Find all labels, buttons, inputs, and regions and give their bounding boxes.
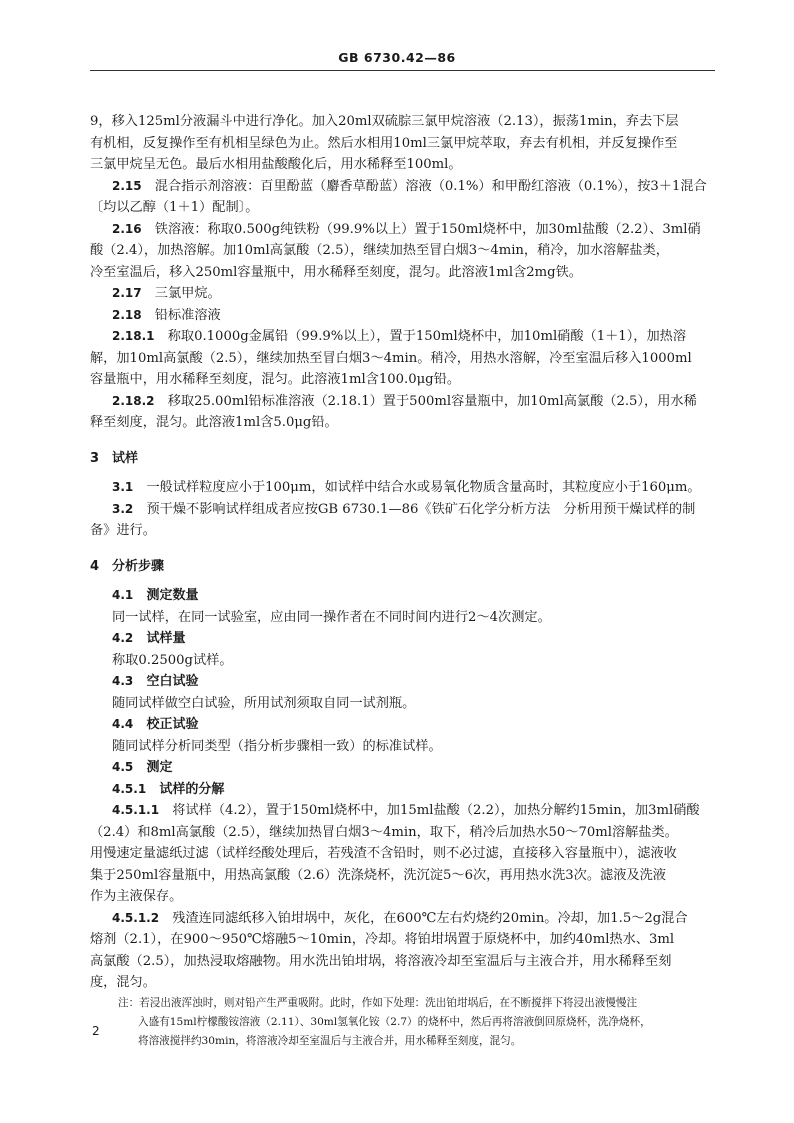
paragraph-line: 有机相，反复操作至有机相呈绿色为止。然后水相用10ml三氯甲烷萃取，弃去有机相，并反复操作至 bbox=[90, 135, 678, 151]
header-rule bbox=[90, 70, 715, 71]
paragraph-line: 同一试样，在同一试验室，应由同一操作者在不同时间内进行2～4次测定。 bbox=[112, 609, 551, 625]
note-line: 注：若浸出液浑浊时，则对铅产生严重吸附。此时，作如下处理：洗出铂坩埚后，在不断搅拌下将浸出液慢慢注 bbox=[118, 996, 638, 1009]
clause-2-18-2 bbox=[90, 391, 712, 413]
clause-number: 2.17 bbox=[112, 286, 142, 300]
clause-number: 4.5 bbox=[112, 760, 134, 774]
clause-title: 空白试验 bbox=[146, 674, 199, 689]
clause-4-1 bbox=[90, 585, 712, 607]
clause-4-5-1-2 bbox=[90, 908, 712, 930]
paragraph-line: 高氯酸（2.5），加热浸取熔融物。用水洗出铂坩埚，将溶液冷却至室温后与主液合并，用水稀释至刻 bbox=[90, 953, 672, 969]
clause-number: 2.18.1 bbox=[112, 329, 155, 343]
clause-text: 三氯甲烷。 bbox=[154, 286, 221, 301]
clause-text: 残渣连同滤纸移入铂坩埚中，灰化，在600℃左右灼烧约20min。冷却，加1.5～2g混合 bbox=[172, 910, 688, 926]
paragraph-line: 冷至室温后，移入250ml容量瓶中，用水稀释至刻度，混匀。此溶液1ml含2mg铁。 bbox=[90, 264, 582, 280]
clause-text: 混合指示剂溶液：百里酚蓝（麝香草酚蓝）溶液（0.1%）和甲酚红溶液（0.1%），按3＋1混合 bbox=[154, 178, 707, 194]
document-body bbox=[90, 111, 712, 1051]
clause-number: 2.15 bbox=[112, 178, 142, 193]
clause-4-4 bbox=[90, 714, 712, 736]
clause-number: 4.5.1.1 bbox=[112, 803, 160, 817]
paragraph-line: 随同试样分析同类型（指分析步骤相一致）的标准试样。 bbox=[112, 738, 442, 754]
clause-3-2 bbox=[90, 499, 712, 521]
clause-number: 2.18 bbox=[112, 307, 142, 322]
clause-number: 4.4 bbox=[112, 717, 134, 731]
note-line: 将溶液搅拌约30min，将溶液冷却至室温后与主液合并，用水稀释至刻度，混匀。 bbox=[138, 1034, 522, 1047]
clause-2-16 bbox=[90, 219, 712, 241]
clause-number: 2.18.2 bbox=[112, 393, 155, 408]
section-heading-4: 4 分析步骤 bbox=[90, 558, 165, 574]
clause-2-18-1 bbox=[90, 326, 712, 348]
clause-2-18 bbox=[90, 305, 712, 327]
paragraph-line: 称取0.2500g试样。 bbox=[112, 652, 233, 668]
clause-text: 铁溶液：称取0.500g纯铁粉（99.9%以上）置于150ml烧杯中，加30ml盐酸（2.2）、3ml硝 bbox=[154, 221, 701, 237]
clause-text: 称取0.1000g金属铅（99.9%以上），置于150ml烧杯中，加10ml硝酸（1＋1），加热溶 bbox=[167, 329, 687, 344]
paragraph-line: 9，移入125ml分液漏斗中进行净化。加入20ml双硫腙三氯甲烷溶液（2.13），振荡1min，弃去下层 bbox=[90, 114, 679, 129]
section-heading-3: 3 试样 bbox=[90, 450, 139, 466]
clause-4-5-1 bbox=[90, 779, 712, 801]
clause-number: 4.5.1 bbox=[112, 781, 147, 796]
clause-number: 4.3 bbox=[112, 674, 134, 688]
clause-number: 2.16 bbox=[112, 221, 142, 236]
clause-text: 一般试样粒度应小于100μm，如试样中结合水或易氧化物质含量高时，其粒度应小于160μm。 bbox=[146, 480, 701, 495]
note-line: 入盛有15ml柠檬酸铵溶液（2.11）、30ml氢氧化铵（2.7）的烧杯中，然后再将溶液倒回原烧杯，洗净烧杯， bbox=[138, 1015, 651, 1028]
clause-title: 校正试验 bbox=[146, 717, 199, 732]
paragraph-line: 度，混匀。 bbox=[90, 975, 156, 990]
clause-title: 测定数量 bbox=[146, 588, 199, 603]
paragraph-line: 释至刻度，混匀。此溶液1ml含5.0μg铅。 bbox=[90, 415, 338, 430]
clause-number: 4.1 bbox=[112, 588, 134, 602]
clause-4-3 bbox=[90, 671, 712, 693]
clause-2-15 bbox=[90, 176, 712, 198]
clause-4-2 bbox=[90, 628, 712, 650]
clause-title: 试样量 bbox=[146, 631, 186, 646]
clause-number: 3.2 bbox=[112, 501, 134, 516]
paragraph-line: 作为主液保存。 bbox=[90, 889, 183, 904]
clause-number: 3.1 bbox=[112, 480, 134, 494]
paragraph-line: 容量瓶中，用水稀释至刻度，混匀。此溶液1ml含100.0μg铅。 bbox=[90, 372, 461, 387]
clause-text: 铅标准溶液 bbox=[154, 307, 221, 323]
clause-title: 试样的分解 bbox=[159, 781, 225, 797]
clause-4-5 bbox=[90, 757, 712, 779]
paragraph-line: 解，加10ml高氯酸（2.5），继续加热至冒白烟3～4min。稍冷，用热水溶解，冷至室温后移入1000ml bbox=[90, 350, 692, 366]
paragraph-line: 随同试样做空白试验，所用试剂须取自同一试剂瓶。 bbox=[112, 695, 416, 711]
paragraph-line: 集于250ml容量瓶中，用热高氯酸（2.6）洗涤烧杯，洗沉淀5～6次，再用热水洗3次。滤液及洗液 bbox=[90, 867, 666, 883]
paragraph-line: 备》进行。 bbox=[90, 523, 156, 538]
clause-4-5-1-1 bbox=[90, 800, 712, 822]
clause-text: 将试样（4.2），置于150ml烧杯中，加15ml盐酸（2.2），加热分解约15min，加3ml硝酸 bbox=[172, 803, 700, 818]
clause-number: 4.2 bbox=[112, 631, 134, 645]
paragraph-line: 酸（2.4），加热溶解。加10ml高氯酸（2.5），继续加热至冒白烟3～4min，稍冷，加水溶解盐类， bbox=[90, 243, 669, 258]
paragraph-line: 用慢速定量滤纸过滤（试样经酸处理后，若残渣不含铅时，则不必过滤，直接移入容量瓶中），滤液收 bbox=[90, 846, 677, 861]
paragraph-line: 熔剂（2.1），在900～950℃熔融5～10min，冷却。将铂坩埚置于原烧杯中，加约40ml热水、3ml bbox=[90, 932, 675, 947]
clause-2-17 bbox=[90, 283, 712, 305]
clause-3-1 bbox=[90, 477, 712, 499]
paragraph-line: 〔均以乙醇（1＋1）配制〕。 bbox=[90, 200, 259, 215]
clause-title: 测定 bbox=[146, 760, 173, 775]
paragraph-line: 三氯甲烷呈无色。最后水相用盐酸酸化后，用水稀释至100ml。 bbox=[90, 157, 462, 172]
clause-number: 4.5.1.2 bbox=[112, 910, 160, 925]
clause-text: 移取25.00ml铅标准溶液（2.18.1）置于500ml容量瓶中，加10ml高氯酸（2.5），用水稀 bbox=[167, 393, 697, 409]
standard-number-header: GB 6730.42—86 bbox=[338, 50, 456, 65]
clause-text: 预干燥不影响试样组成者应按GB 6730.1—86《铁矿石化学分析方法 分析用预干燥试样的制 bbox=[146, 501, 696, 517]
paragraph-line: （2.4）和8ml高氯酸（2.5），继续加热冒白烟3～4min，取下，稍冷后加热水50～70ml溶解盐类。 bbox=[90, 824, 678, 840]
page-number: 2 bbox=[92, 1024, 100, 1038]
